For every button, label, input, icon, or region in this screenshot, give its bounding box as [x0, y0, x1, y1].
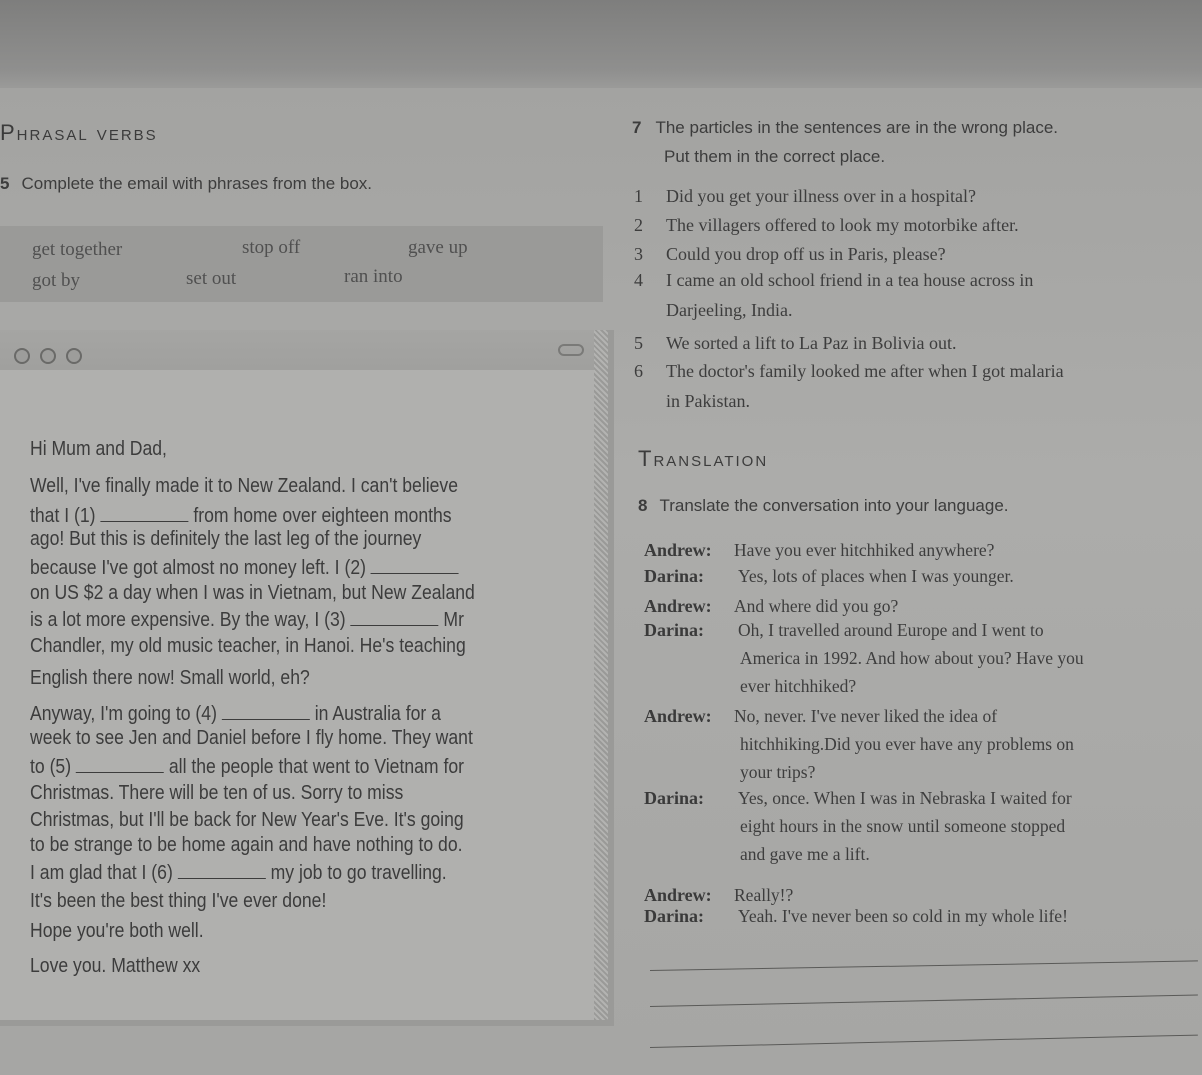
email-line: Hi Mum and Dad, — [30, 438, 167, 460]
email-line: ago! But this is definitely the last leg of the journey — [30, 528, 422, 550]
phrase-box — [0, 226, 603, 302]
section-title-phrasal-verbs: Phrasal verbs — [0, 120, 158, 145]
speech-line: and gave me a lift. — [740, 844, 870, 864]
sentence-text: The villagers offered to look my motorbike after. — [666, 215, 1019, 235]
blank-gap — [76, 758, 164, 773]
item-number: 1 — [634, 186, 643, 206]
item-number: 6 — [634, 361, 643, 381]
speech-line: No, never. I've never liked the idea of — [734, 706, 998, 726]
email-line: Hope you're both well. — [30, 920, 204, 942]
email-line: Well, I've finally made it to New Zealand. I can't believe — [30, 475, 459, 497]
email-line: because I've got almost no money left. I (2) — [30, 557, 459, 580]
window-zoom-icon — [66, 348, 82, 364]
blank-gap — [351, 611, 439, 626]
phrase-item: got by — [32, 270, 81, 291]
window-close-icon — [14, 348, 30, 364]
speech-line: Really!? — [734, 885, 794, 905]
exercise-5-instruction: 5 Complete the email with phrases from the box. — [0, 174, 373, 193]
exercise-number: 8 — [638, 496, 648, 515]
speech-line: Yeah. I've never been so cold in my whole life! — [738, 906, 1068, 926]
window-minimize-icon — [40, 348, 56, 364]
phrase-item: stop off — [242, 237, 301, 258]
blank-gap — [178, 864, 266, 879]
speaker-name: Andrew: — [644, 706, 712, 726]
email-line: to be strange to be home again and have nothing to do. — [30, 834, 463, 856]
speech-line: Have you ever hitchhiked anywhere? — [734, 540, 995, 560]
speaker-name: Darina: — [644, 620, 704, 640]
speech-line: ever hitchhiked? — [740, 676, 857, 696]
sentence-text: Could you drop off us in Paris, please? — [666, 244, 946, 264]
speech-line: Yes, once. When I was in Nebraska I waited for — [738, 788, 1072, 808]
speaker-name: Darina: — [644, 906, 704, 926]
phrase-item: set out — [186, 268, 237, 289]
speech-line: Oh, I travelled around Europe and I went to — [738, 620, 1044, 640]
speaker-name: Andrew: — [644, 885, 712, 905]
window-toolbar-toggle-icon — [558, 344, 584, 356]
speech-line: your trips? — [740, 762, 816, 782]
sentence-text: The doctor's family looked me after when I got malaria — [666, 361, 1064, 381]
blank-gap — [371, 559, 459, 574]
speech-line: America in 1992. And how about you? Have you — [740, 648, 1084, 668]
sentence-text: Darjeeling, India. — [666, 300, 793, 320]
email-window-titlebar — [0, 330, 608, 370]
window-edge-stripe — [594, 330, 608, 1020]
speaker-name: Darina: — [644, 566, 704, 586]
item-number: 4 — [634, 270, 643, 290]
speech-line: Yes, lots of places when I was younger. — [738, 566, 1014, 586]
exercise-number: 7 — [632, 118, 642, 137]
section-title-translation: Translation — [638, 446, 769, 471]
email-line: Chandler, my old music teacher, in Hanoi. He's teaching — [30, 635, 466, 657]
email-window — [0, 330, 614, 1026]
sentence-text: I came an old school friend in a tea house across in — [666, 270, 1034, 290]
speaker-name: Andrew: — [644, 596, 712, 616]
email-line: Anyway, I'm going to (4) in Australia for a — [30, 703, 441, 725]
item-number: 2 — [634, 215, 643, 235]
item-number: 5 — [634, 333, 643, 353]
phrase-item: ran into — [344, 266, 403, 287]
phrase-item: get together — [32, 239, 123, 260]
speaker-name: Andrew: — [644, 540, 712, 560]
speaker-name: Darina: — [644, 788, 704, 808]
exercise-7-instruction-line2: Put them in the correct place. — [664, 147, 886, 166]
email-line: on US $2 a day when I was in Vietnam, but New Zealand — [30, 582, 475, 604]
exercise-8-instruction: 8 Translate the conversation into your language. — [638, 496, 1009, 515]
email-line: It's been the best thing I've ever done! — [30, 890, 327, 912]
exercise-7-instruction: 7 The particles in the sentences are in the wrong place. — [632, 118, 1059, 137]
sentence-text: in Pakistan. — [666, 391, 750, 411]
email-line: English there now! Small world, eh? — [30, 667, 310, 689]
email-line: week to see Jen and Daniel before I fly home. They want — [30, 727, 473, 749]
item-number: 3 — [634, 244, 643, 264]
email-line: I am glad that I (6) my job to go travelling. — [30, 862, 447, 884]
speech-line: eight hours in the snow until someone stopped — [740, 816, 1066, 836]
exercise-number: 5 — [0, 174, 10, 193]
phrase-item: gave up — [408, 237, 468, 258]
speech-line: And where did you go? — [734, 596, 899, 616]
page-top-edge — [0, 0, 1202, 100]
speech-line: hitchhiking.Did you ever have any problems on — [740, 734, 1074, 754]
email-line: that I (1) from home over eighteen months — [30, 505, 452, 527]
email-line: is a lot more expensive. By the way, I (3) Mr — [30, 609, 464, 631]
blank-gap — [100, 507, 188, 522]
sentence-text: We sorted a lift to La Paz in Bolivia out. — [666, 333, 957, 353]
sentence-text: Did you get your illness over in a hospital? — [666, 186, 976, 206]
email-line: Christmas, but I'll be back for New Year's Eve. It's going — [30, 809, 464, 831]
blank-gap — [222, 705, 310, 720]
email-line: Love you. Matthew xx — [30, 955, 201, 977]
email-line: to (5) all the people that went to Vietnam for — [30, 756, 465, 778]
email-line: Christmas. There will be ten of us. Sorry to miss — [30, 782, 404, 804]
